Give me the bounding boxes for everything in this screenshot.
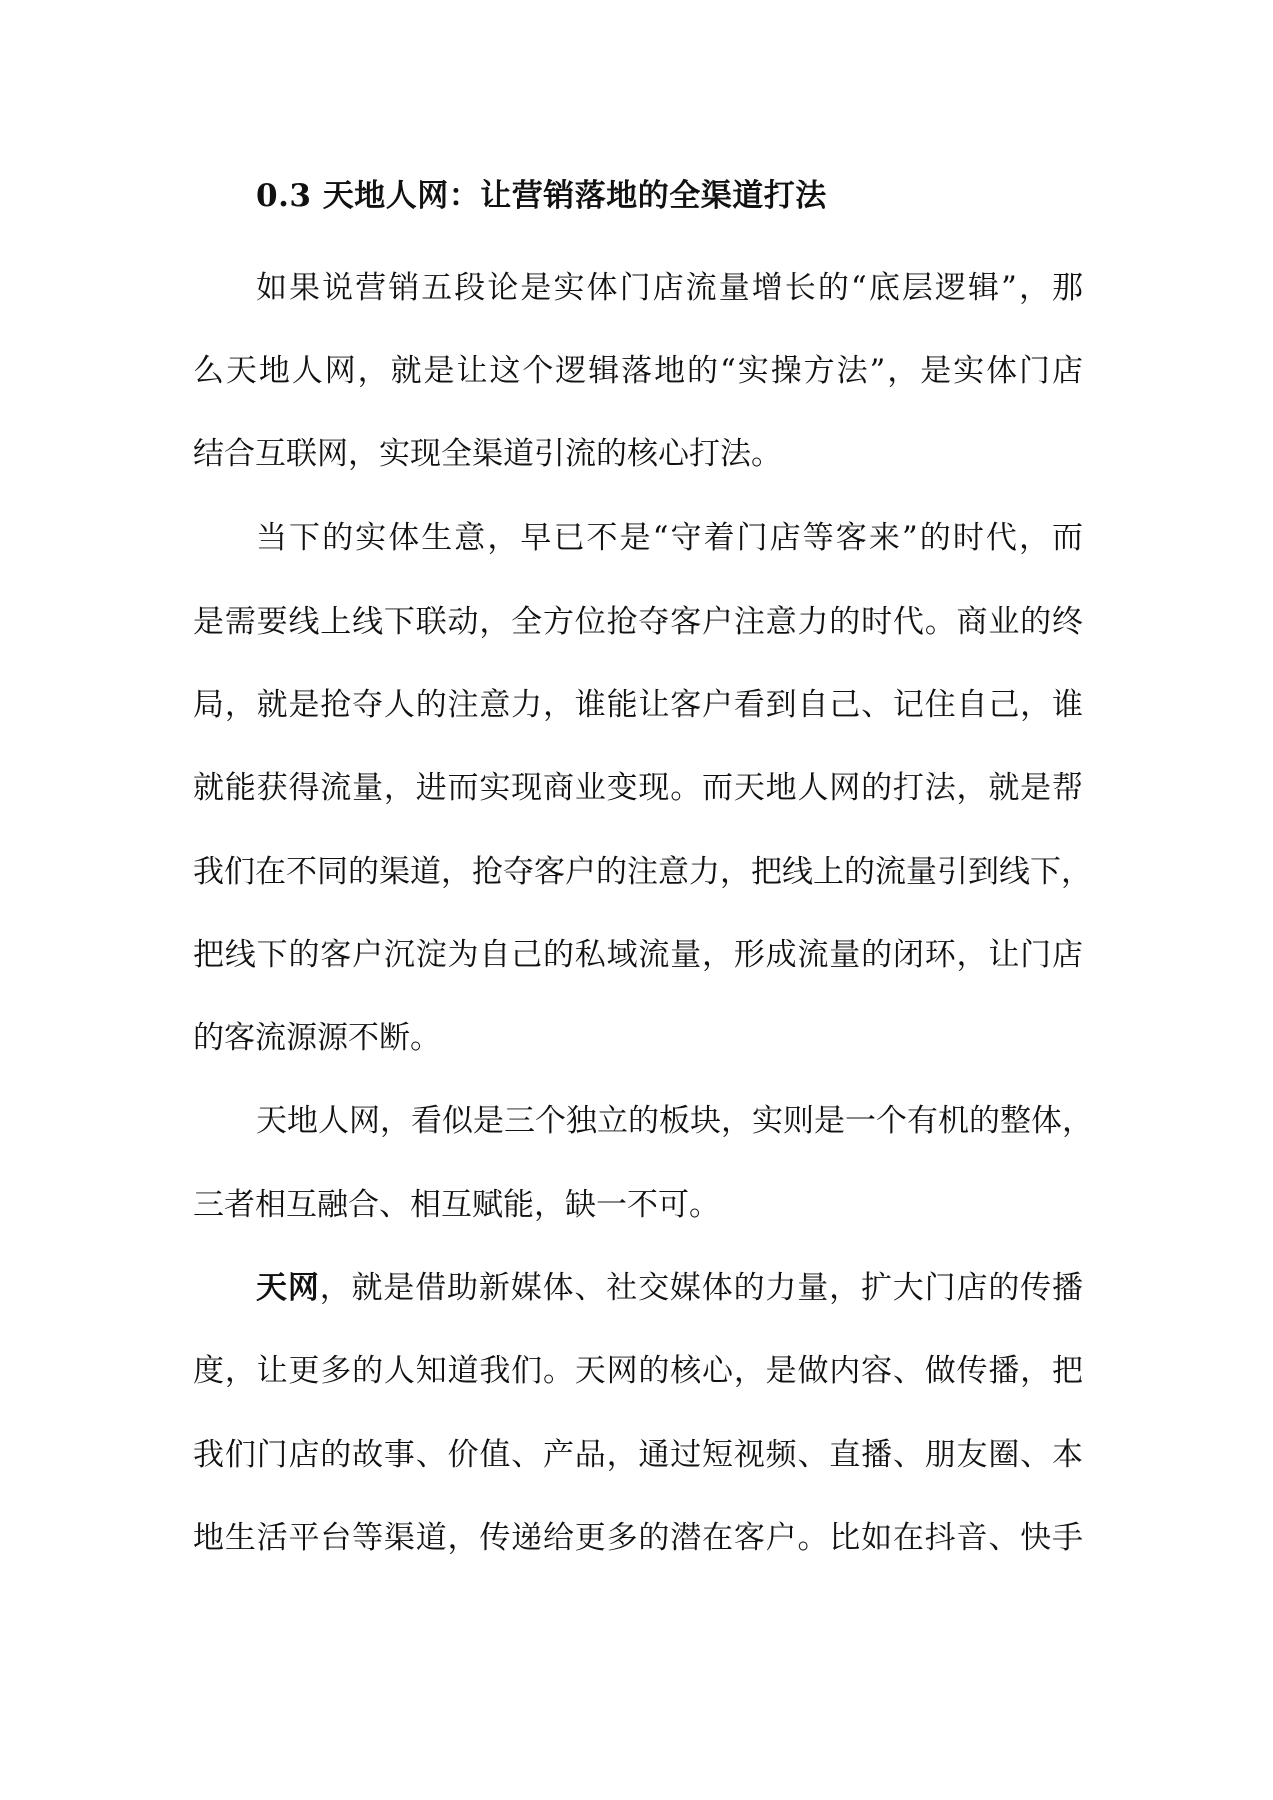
paragraph-line: 是需要线上线下联动，全方位抢夺客户注意力的时代。商业的终	[193, 604, 1083, 640]
paragraph-line: 把线下的客户沉淀为自己的私域流量，形成流量的闭环，让门店	[193, 937, 1083, 973]
bold-lead-term: 天网	[256, 1270, 320, 1306]
paragraph-line: 天地人网，看似是三个独立的板块，实则是一个有机的整体，	[256, 1103, 1093, 1139]
paragraph-line-text: ，就是借助新媒体、社交媒体的力量，扩大门店的传播	[319, 1270, 1084, 1306]
paragraph-line: 局，就是抢夺人的注意力，谁能让客户看到自己、记住自己，谁	[193, 687, 1083, 723]
paragraph-line: 我们门店的故事、价值、产品，通过短视频、直播、朋友圈、本	[193, 1437, 1083, 1473]
paragraph-line-with-lead	[256, 1268, 1083, 1308]
paragraph-line: 我们在不同的渠道，抢夺客户的注意力，把线上的流量引到线下，	[193, 854, 1092, 890]
section-heading: 0.3 天地人网：让营销落地的全渠道打法	[256, 178, 827, 214]
paragraph-line: 度，让更多的人知道我们。天网的核心，是做内容、做传播，把	[193, 1353, 1083, 1389]
paragraph-line: 三者相互融合、相互赋能，缺一不可。	[193, 1187, 720, 1223]
paragraph-line: 么天地人网，就是让这个逻辑落地的“实操方法”，是实体门店	[193, 353, 1083, 389]
paragraph-line: 当下的实体生意，早已不是“守着门店等客来”的时代，而	[256, 520, 1083, 556]
paragraph-line: 如果说营销五段论是实体门店流量增长的“底层逻辑”，那	[256, 270, 1083, 306]
paragraph-line: 地生活平台等渠道，传递给更多的潜在客户。比如在抖音、快手	[193, 1520, 1083, 1556]
paragraph-line: 结合互联网，实现全渠道引流的核心打法。	[193, 436, 782, 472]
paragraph-line: 就能获得流量，进而实现商业变现。而天地人网的打法，就是帮	[193, 770, 1083, 806]
paragraph-line: 的客流源源不断。	[193, 1020, 441, 1056]
